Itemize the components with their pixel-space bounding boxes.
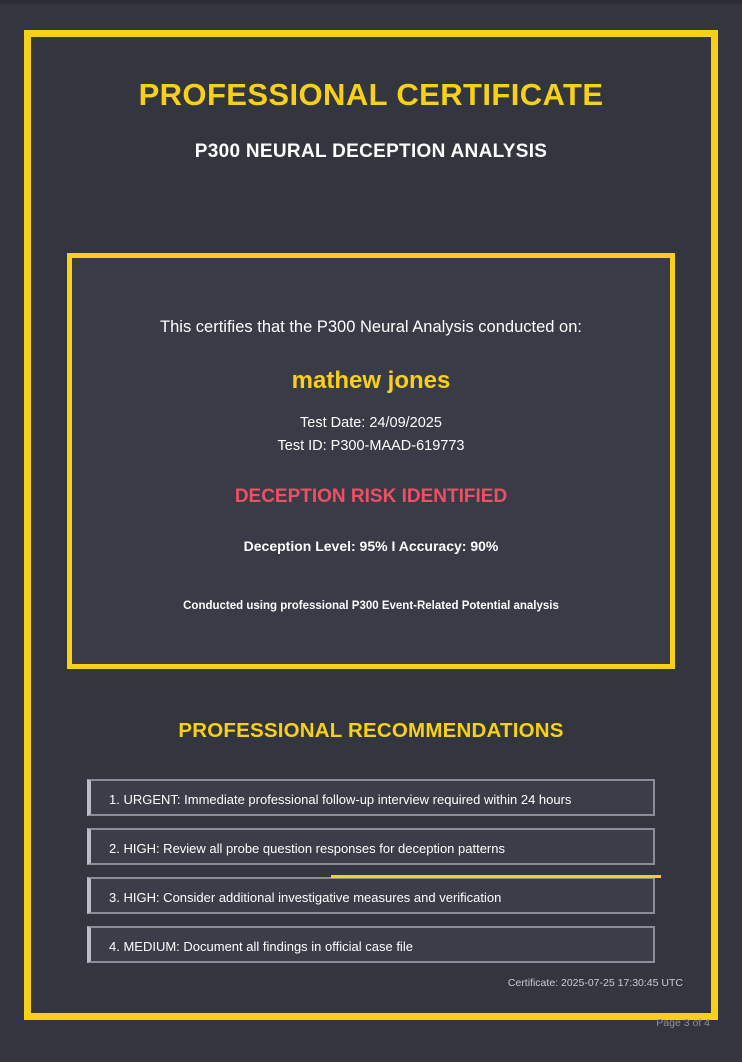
subject-name: mathew jones — [291, 367, 451, 394]
page-title: PROFESSIONAL CERTIFICATE — [138, 77, 604, 112]
page-subtitle: P300 NEURAL DECEPTION ANALYSIS — [194, 141, 548, 162]
risk-statement: DECEPTION RISK IDENTIFIED — [234, 486, 508, 507]
certifies-text: This certifies that the P300 Neural Analysis conducted on: — [160, 318, 582, 336]
list-item: 3. HIGH: Consider additional investigative measures and verification — [87, 877, 655, 914]
recommendations-list — [87, 779, 655, 975]
page-number: Page 3 of 4 — [656, 1017, 710, 1029]
deception-levels: Deception Level: 95% I Accuracy: 90% — [243, 538, 499, 554]
certificate-content — [31, 37, 711, 1013]
test-id: Test ID: P300-MAAD-619773 — [277, 438, 465, 454]
list-item: 4. MEDIUM: Document all findings in official case file — [87, 926, 655, 963]
result-panel — [67, 253, 675, 669]
list-item: 2. HIGH: Review all probe question responses for deception patterns — [87, 828, 655, 865]
test-date: Test Date: 24/09/2025 — [300, 415, 442, 431]
certificate-stamp: Certificate: 2025-07-25 17:30:45 UTC — [507, 977, 683, 989]
list-item: 1. URGENT: Immediate professional follow-up interview required within 24 hours — [87, 779, 655, 816]
page-top-edge — [0, 0, 742, 4]
certificate-frame — [24, 30, 718, 1020]
method-note: Conducted using professional P300 Event-Related Potential analysis — [183, 600, 559, 612]
recommendations-heading: PROFESSIONAL RECOMMENDATIONS — [178, 719, 564, 742]
